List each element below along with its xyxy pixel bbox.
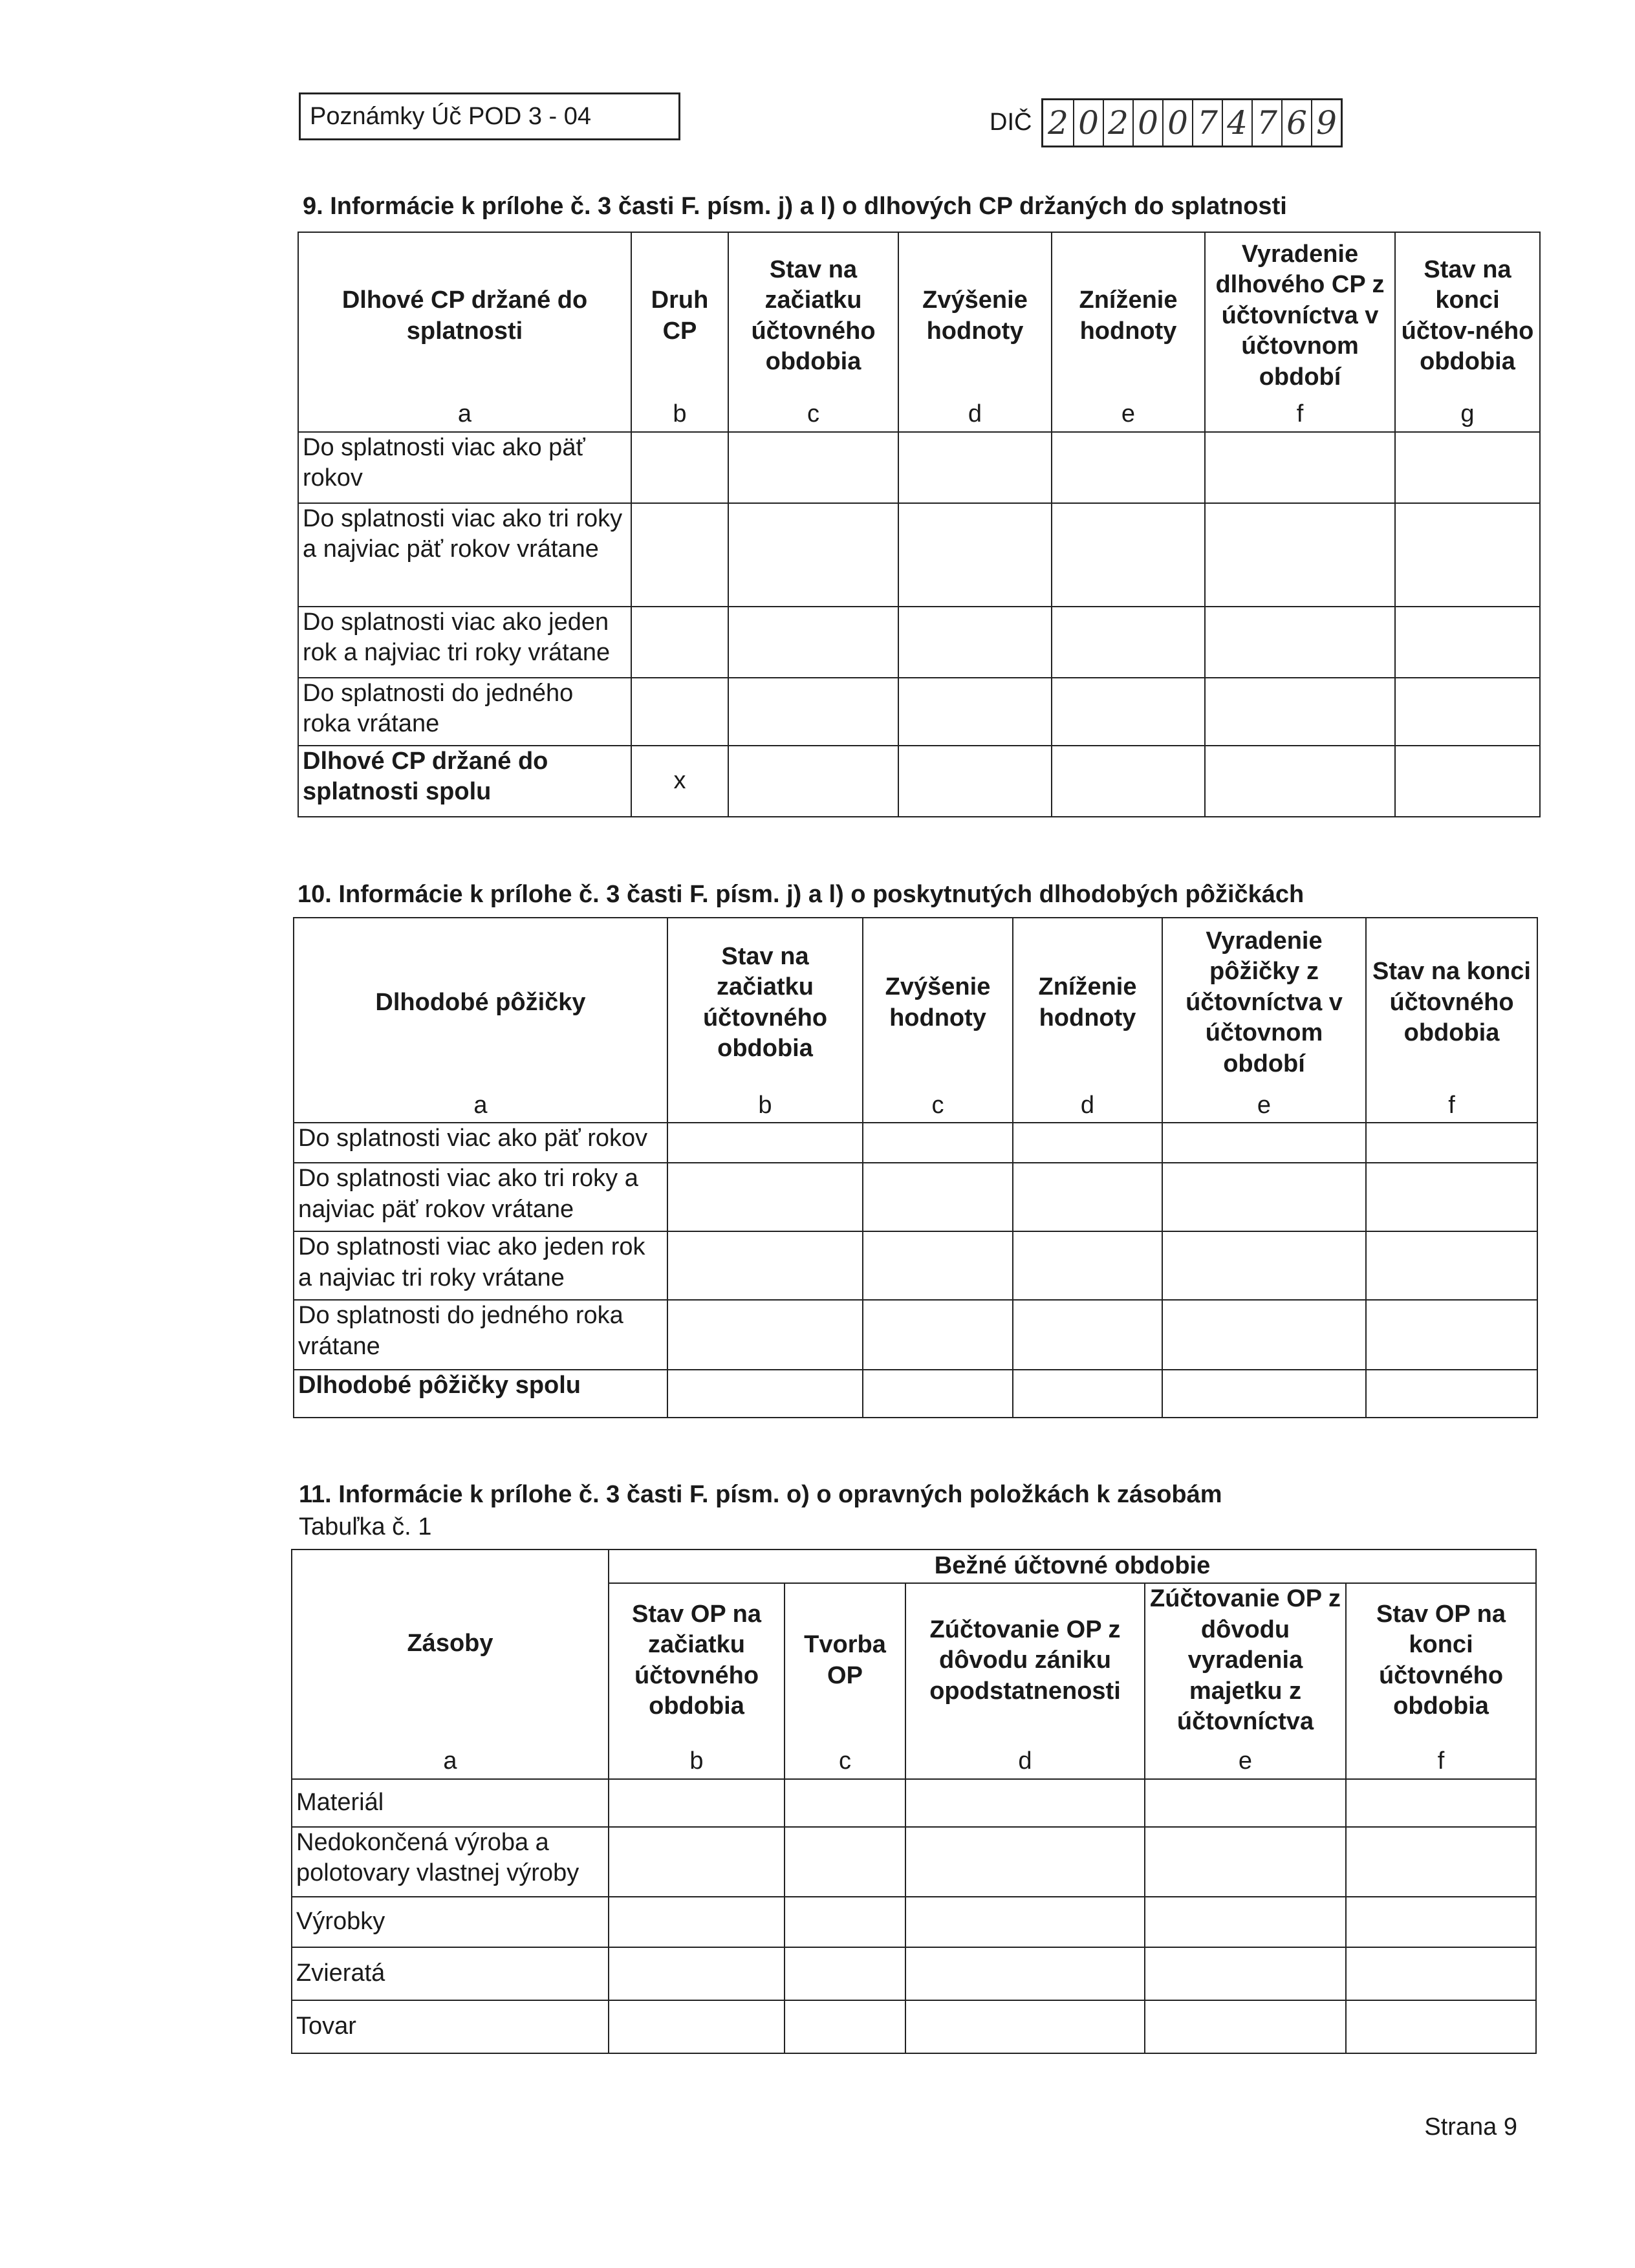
section10-table bbox=[293, 917, 1538, 1418]
s10-col-header: Stav na začiatku účtovného obdobia bbox=[667, 918, 863, 1087]
s10-col-header: Zníženie hodnoty bbox=[1013, 918, 1162, 1087]
s11-cell[interactable] bbox=[905, 1897, 1145, 1947]
form-code-label: Poznámky Úč POD 3 - 04 bbox=[310, 103, 592, 130]
section10-title: 10. Informácie k prílohe č. 3 časti F. písm. j) a l) o poskytnutých dlhodobých pôžičkách bbox=[298, 881, 1305, 908]
dic-digit-boxes bbox=[1041, 98, 1343, 147]
s10-cell[interactable] bbox=[863, 1123, 1013, 1163]
s11-cell[interactable] bbox=[785, 1779, 905, 1827]
s9-col-header: Zníženie hodnoty bbox=[1052, 232, 1205, 399]
s11-cell[interactable] bbox=[785, 1947, 905, 2000]
s9-col-letter: c bbox=[728, 399, 898, 432]
s9-cell[interactable] bbox=[1205, 607, 1395, 678]
s10-cell[interactable] bbox=[1013, 1123, 1162, 1163]
s11-cell[interactable] bbox=[785, 1897, 905, 1947]
s11-col-header: Zúčtovanie OP z dôvodu vyradenia majetku z účtovníctva bbox=[1145, 1583, 1346, 1738]
s11-cell[interactable] bbox=[609, 1827, 785, 1897]
section11-table bbox=[291, 1549, 1537, 2054]
s11-cell[interactable] bbox=[1145, 1827, 1346, 1897]
s9-cell[interactable] bbox=[1395, 607, 1540, 678]
s10-col-header: Dlhodobé pôžičky bbox=[294, 918, 667, 1087]
s10-cell[interactable] bbox=[667, 1123, 863, 1163]
s9-cell[interactable] bbox=[898, 678, 1052, 746]
s10-cell[interactable] bbox=[1366, 1300, 1537, 1370]
s11-col-letter: f bbox=[1346, 1738, 1536, 1779]
s9-row-label: Do splatnosti do jedného roka vrátane bbox=[298, 678, 631, 746]
s10-col-letter: f bbox=[1366, 1087, 1537, 1123]
dic-digit: 2 bbox=[1103, 100, 1132, 146]
s11-col-letter: e bbox=[1145, 1738, 1346, 1779]
s11-row-label: Tovar bbox=[292, 2000, 609, 2053]
s11-cell[interactable] bbox=[785, 2000, 905, 2053]
s11-cell[interactable] bbox=[609, 1947, 785, 2000]
dic-label: DIČ bbox=[990, 109, 1032, 136]
s10-cell[interactable] bbox=[1162, 1163, 1366, 1231]
dic-digit: 4 bbox=[1222, 100, 1251, 146]
s10-cell[interactable] bbox=[667, 1231, 863, 1300]
s10-cell[interactable] bbox=[863, 1231, 1013, 1300]
s9-cell[interactable] bbox=[1205, 746, 1395, 817]
s11-cell[interactable] bbox=[905, 1779, 1145, 1827]
s9-total-label: Dlhové CP držané do splatnosti spolu bbox=[298, 746, 631, 817]
dic-digit: 9 bbox=[1311, 100, 1341, 146]
s9-col-header: Zvýšenie hodnoty bbox=[898, 232, 1052, 399]
s11-col-letter: b bbox=[609, 1738, 785, 1779]
s9-row-label: Do splatnosti viac ako jeden rok a najviac tri roky vrátane bbox=[298, 607, 631, 678]
s11-cell[interactable] bbox=[1145, 2000, 1346, 2053]
s11-cell[interactable] bbox=[905, 1827, 1145, 1897]
s9-col-letter: e bbox=[1052, 399, 1205, 432]
section9-title: 9. Informácie k prílohe č. 3 časti F. písm. j) a l) o dlhových CP držaných do splatnosti bbox=[303, 193, 1287, 220]
s9-col-header: Vyradenie dlhového CP z účtovníctva v účtovnom období bbox=[1205, 232, 1395, 399]
section11-title: 11. Informácie k prílohe č. 3 časti F. písm. o) o opravných položkách k zásobám bbox=[299, 1481, 1222, 1508]
s10-row-label: Do splatnosti viac ako päť rokov bbox=[294, 1123, 667, 1163]
dic-digit: 6 bbox=[1281, 100, 1311, 146]
s9-col-header: Druh CP bbox=[631, 232, 728, 399]
s9-cell[interactable] bbox=[728, 746, 898, 817]
s11-group-header: Bežné účtovné obdobie bbox=[609, 1550, 1536, 1583]
dic-digit: 2 bbox=[1048, 104, 1068, 142]
s11-cell[interactable] bbox=[609, 2000, 785, 2053]
s10-row-label: Do splatnosti do jedného roka vrátane bbox=[294, 1300, 667, 1370]
s11-cell[interactable] bbox=[1346, 1779, 1536, 1827]
s11-cell[interactable] bbox=[1346, 2000, 1536, 2053]
dic-digit: 0 bbox=[1162, 100, 1192, 146]
s11-col-letter: c bbox=[785, 1738, 905, 1779]
s9-cell[interactable] bbox=[898, 607, 1052, 678]
s9-cell[interactable] bbox=[631, 607, 728, 678]
s11-col-header: Zúčtovanie OP z dôvodu zániku opodstatnenosti bbox=[905, 1583, 1145, 1738]
s10-cell[interactable] bbox=[667, 1300, 863, 1370]
s11-cell[interactable] bbox=[609, 1897, 785, 1947]
s9-cell[interactable] bbox=[1205, 503, 1395, 607]
s11-cell[interactable] bbox=[1145, 1897, 1346, 1947]
s11-cell[interactable] bbox=[905, 2000, 1145, 2053]
s9-col-header: Stav na konci účtov-ného obdobia bbox=[1395, 232, 1540, 399]
section9-table bbox=[298, 232, 1541, 817]
s10-cell[interactable] bbox=[1366, 1123, 1537, 1163]
dic-digit: 0 bbox=[1073, 100, 1103, 146]
s10-col-letter: b bbox=[667, 1087, 863, 1123]
s9-cell[interactable] bbox=[1395, 503, 1540, 607]
s11-col-header: Tvorba OP bbox=[785, 1583, 905, 1738]
s10-cell[interactable] bbox=[1013, 1231, 1162, 1300]
s10-col-letter: a bbox=[294, 1087, 667, 1123]
s9-col-letter: b bbox=[631, 399, 728, 432]
s9-cell[interactable] bbox=[898, 503, 1052, 607]
s9-row-label: Do splatnosti viac ako päť rokov bbox=[298, 432, 631, 503]
s11-cell[interactable] bbox=[1145, 1779, 1346, 1827]
s10-cell[interactable] bbox=[667, 1370, 863, 1418]
s10-cell[interactable] bbox=[863, 1163, 1013, 1231]
s10-col-header: Stav na konci účtovného obdobia bbox=[1366, 918, 1537, 1087]
s10-cell[interactable] bbox=[1013, 1300, 1162, 1370]
s9-col-letter: a bbox=[298, 399, 631, 432]
dic-digit: 7 bbox=[1251, 100, 1281, 146]
s9-cell[interactable] bbox=[898, 432, 1052, 503]
s11-cell[interactable] bbox=[1346, 1827, 1536, 1897]
dic-digit: 7 bbox=[1192, 100, 1222, 146]
s9-col-header: Dlhové CP držané do splatnosti bbox=[298, 232, 631, 399]
s11-col-header: Stav OP na konci účtovného obdobia bbox=[1346, 1583, 1536, 1738]
s9-cell[interactable] bbox=[1052, 432, 1205, 503]
s11-row-label: Nedokončená výroba a polotovary vlastnej výroby bbox=[292, 1827, 609, 1897]
s10-cell[interactable] bbox=[1366, 1163, 1537, 1231]
s9-cell[interactable] bbox=[728, 678, 898, 746]
s10-total-label: Dlhodobé pôžičky spolu bbox=[294, 1370, 667, 1418]
s9-cell[interactable] bbox=[728, 607, 898, 678]
s10-col-header: Vyradenie pôžičky z účtovníctva v účtovnom období bbox=[1162, 918, 1366, 1087]
s11-cell[interactable] bbox=[1346, 1947, 1536, 2000]
s10-row-label: Do splatnosti viac ako tri roky a najviac päť rokov vrátane bbox=[294, 1163, 667, 1231]
s9-col-header: Stav na začiatku účtovného obdobia bbox=[728, 232, 898, 399]
s9-cell[interactable] bbox=[1395, 432, 1540, 503]
s11-cell[interactable] bbox=[785, 1827, 905, 1897]
s9-cell[interactable] bbox=[728, 432, 898, 503]
section11-subtitle: Tabuľka č. 1 bbox=[299, 1513, 432, 1540]
s10-col-letter: c bbox=[863, 1087, 1013, 1123]
s9-cell[interactable] bbox=[631, 432, 728, 503]
s9-cell[interactable] bbox=[728, 503, 898, 607]
s11-row-label: Zvieratá bbox=[292, 1947, 609, 2000]
s9-cell[interactable] bbox=[1205, 678, 1395, 746]
s9-cell[interactable] bbox=[898, 746, 1052, 817]
s11-row-label: Výrobky bbox=[292, 1897, 609, 1947]
s9-cell[interactable] bbox=[1052, 607, 1205, 678]
s9-cell[interactable] bbox=[1395, 678, 1540, 746]
s9-cell[interactable] bbox=[1395, 746, 1540, 817]
s11-cell[interactable] bbox=[1346, 1897, 1536, 1947]
s11-col-header: Zásoby bbox=[292, 1550, 609, 1738]
s9-cell[interactable] bbox=[631, 678, 728, 746]
s10-cell[interactable] bbox=[1013, 1370, 1162, 1418]
s9-cell[interactable] bbox=[1052, 678, 1205, 746]
s10-cell[interactable] bbox=[1366, 1231, 1537, 1300]
s9-total-mark: x bbox=[631, 746, 728, 817]
s11-col-header: Stav OP na začiatku účtovného obdobia bbox=[609, 1583, 785, 1738]
s10-col-letter: d bbox=[1013, 1087, 1162, 1123]
s10-cell[interactable] bbox=[667, 1163, 863, 1231]
s10-cell[interactable] bbox=[1162, 1231, 1366, 1300]
s11-cell[interactable] bbox=[1145, 1947, 1346, 2000]
s9-cell[interactable] bbox=[631, 503, 728, 607]
page-number: Strana 9 bbox=[1424, 2113, 1517, 2141]
s9-cell[interactable] bbox=[1052, 503, 1205, 607]
s10-cell[interactable] bbox=[1162, 1123, 1366, 1163]
dic-digit: 0 bbox=[1132, 100, 1162, 146]
s10-cell[interactable] bbox=[1162, 1300, 1366, 1370]
s9-cell[interactable] bbox=[1205, 432, 1395, 503]
s10-cell[interactable] bbox=[863, 1300, 1013, 1370]
s11-row-label: Materiál bbox=[292, 1779, 609, 1827]
s9-col-letter: g bbox=[1395, 399, 1540, 432]
s11-cell[interactable] bbox=[609, 1779, 785, 1827]
s10-cell[interactable] bbox=[1162, 1370, 1366, 1418]
s11-col-letter: d bbox=[905, 1738, 1145, 1779]
s9-row-label: Do splatnosti viac ako tri roky a najviac päť rokov vrátane bbox=[298, 503, 631, 607]
s10-row-label: Do splatnosti viac ako jeden rok a najviac tri roky vrátane bbox=[294, 1231, 667, 1300]
s9-col-letter: d bbox=[898, 399, 1052, 432]
s10-cell[interactable] bbox=[863, 1370, 1013, 1418]
s9-cell[interactable] bbox=[1052, 746, 1205, 817]
s9-col-letter: f bbox=[1205, 399, 1395, 432]
s11-cell[interactable] bbox=[905, 1947, 1145, 2000]
s10-col-header: Zvýšenie hodnoty bbox=[863, 918, 1013, 1087]
s10-cell[interactable] bbox=[1013, 1163, 1162, 1231]
s10-cell[interactable] bbox=[1366, 1370, 1537, 1418]
s11-col-letter: a bbox=[292, 1738, 609, 1779]
form-code-box bbox=[299, 92, 680, 140]
s10-col-letter: e bbox=[1162, 1087, 1366, 1123]
